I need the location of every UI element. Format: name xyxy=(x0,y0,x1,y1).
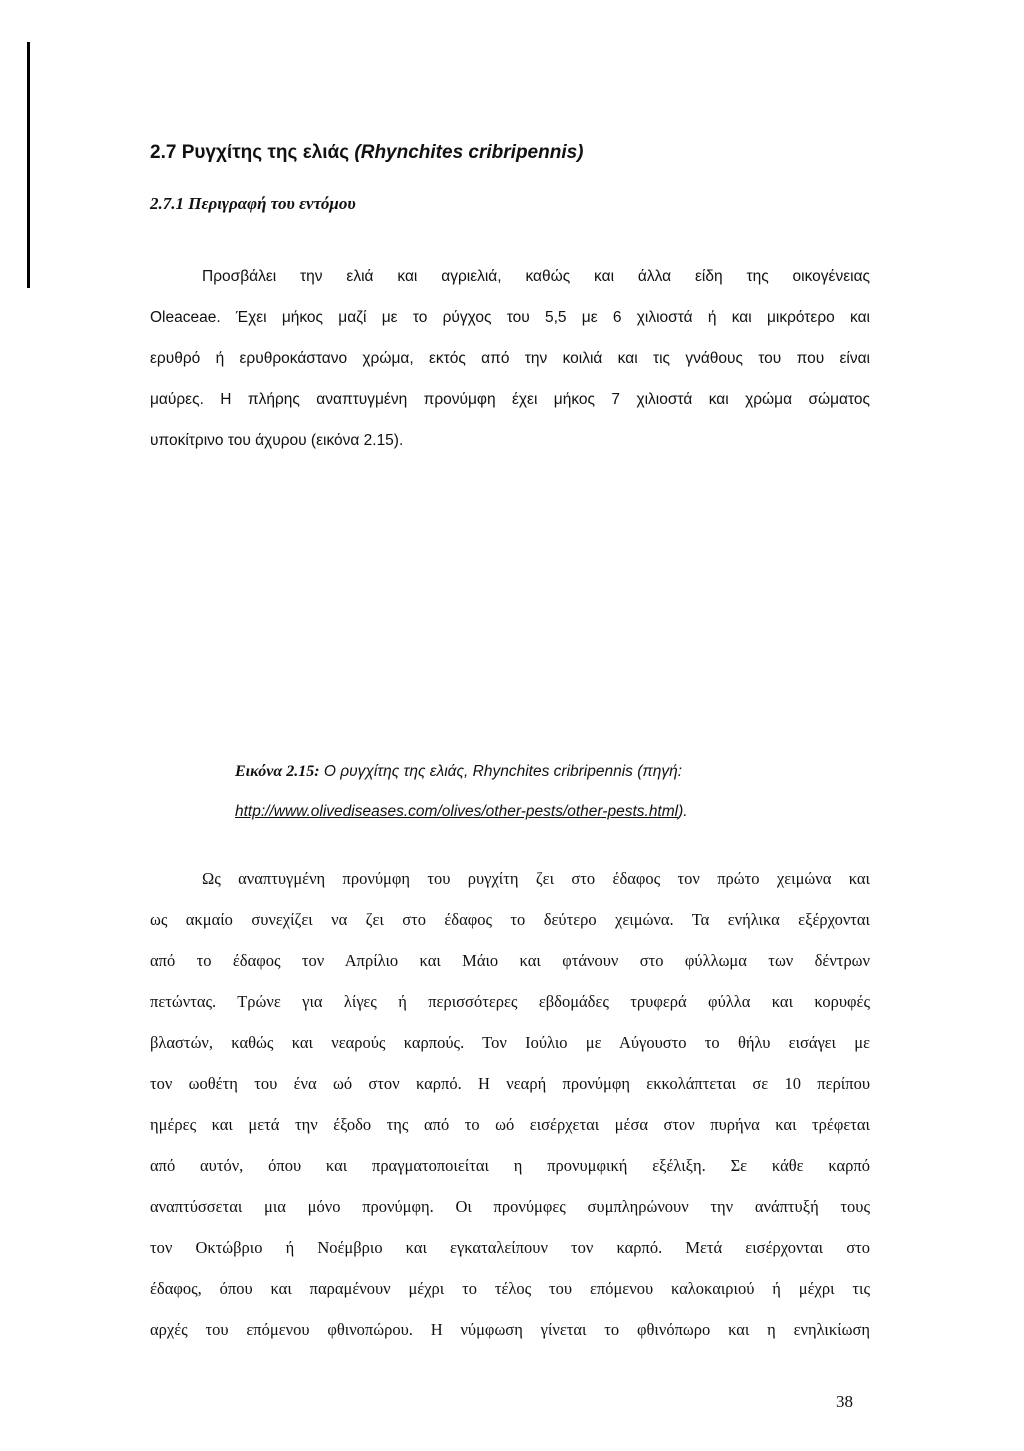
paragraph-line: από το έδαφος τον Απρίλιο και Μάιο και φτάνουν στο φύλλωμα των δέντρων xyxy=(150,951,870,970)
paragraph-line: από αυτόν, όπου και πραγματοποιείται η προνυμφική εξέλιξη. Σε κάθε καρπό xyxy=(150,1156,870,1175)
section-latin-name: (Rhynchites cribripennis) xyxy=(354,142,584,163)
paragraph-line: βλαστών, καθώς και νεαρούς καρπούς. Τον Ιούλιο με Αύγουστο το θήλυ εισάγει με xyxy=(150,1033,870,1052)
paragraph-line: τον ωοθέτη του ένα ωό στον καρπό. Η νεαρή προνύμφη εκκολάπτεται σε 10 περίπου xyxy=(150,1074,870,1093)
page-number: 38 xyxy=(836,1392,853,1411)
paragraph-line: αναπτύσσεται μια μόνο προνύμφη. Οι προνύμφες συμπληρώνουν την ανάπτυξή τους xyxy=(150,1197,870,1216)
section-title: 2.7 Ρυγχίτης της ελιάς xyxy=(150,142,350,163)
caption-second-line xyxy=(235,792,688,832)
paragraph-line: ερυθρό ή ερυθροκάστανο χρώμα, εκτός από την κοιλιά και τις γνάθους του που είναι xyxy=(150,350,870,367)
paragraph-line: ημέρες και μετά την έξοδο της από το ωό εισέρχεται μέσα στον πυρήνα και τρέφεται xyxy=(150,1115,870,1134)
paragraph-line: πετώντας. Τρώνε για λίγες ή περισσότερες εβδομάδες τρυφερά φύλλα και κορυφές xyxy=(150,992,870,1011)
paragraph-line: έδαφος, όπου και παραμένουν μέχρι το τέλος του επόμενου καλοκαιριού ή μέχρι τις xyxy=(150,1279,870,1298)
subsection-heading: 2.7.1 Περιγραφή του εντόμου xyxy=(150,194,356,213)
section-heading xyxy=(150,141,584,165)
caption-label: Εικόνα 2.15: xyxy=(235,763,320,780)
figure-caption xyxy=(235,752,688,832)
scan-margin-line xyxy=(27,42,30,288)
paragraph-line: Oleaceae. Έχει μήκος μαζί με το ρύγχος του 5,5 με 6 χιλιοστά ή και μικρότερο και xyxy=(150,309,870,326)
paragraph-line: τον Οκτώβριο ή Νοέμβριο και εγκαταλείπουν τον καρπό. Μετά εισέρχονται στο xyxy=(150,1238,870,1257)
lifecycle-paragraph xyxy=(150,858,870,1350)
paragraph-line: υποκίτρινο του άχυρου (εικόνα 2.15). xyxy=(150,432,404,449)
paragraph-line: αρχές του επόμενου φθινοπώρου. Η νύμφωση γίνεται το φθινόπωρο και η ενηλικίωση xyxy=(150,1320,870,1339)
caption-text: Ο ρυγχίτης της ελιάς, Rhynchites cribripennis (πηγή: xyxy=(319,763,683,780)
paragraph-line: ως ακμαίο συνεχίζει να ζει στο έδαφος το δεύτερο χειμώνα. Τα ενήλικα εξέρχονται xyxy=(150,910,870,929)
caption-closing: ). xyxy=(678,803,688,820)
description-paragraph xyxy=(150,256,870,461)
paragraph-line: Ως αναπτυγμένη προνύμφη του ρυγχίτη ζει στο έδαφος τον πρώτο χειμώνα και xyxy=(202,869,870,888)
paragraph-line: Προσβάλει την ελιά και αγριελιά, καθώς και άλλα είδη της οικογένειας xyxy=(202,268,870,285)
paragraph-line: μαύρες. Η πλήρης αναπτυγμένη προνύμφη έχει μήκος 7 χιλιοστά και χρώμα σώματος xyxy=(150,391,870,408)
caption-first-line xyxy=(235,752,688,792)
source-link[interactable]: http://www.olivediseases.com/olives/other-pests/other-pests.html xyxy=(235,803,679,820)
